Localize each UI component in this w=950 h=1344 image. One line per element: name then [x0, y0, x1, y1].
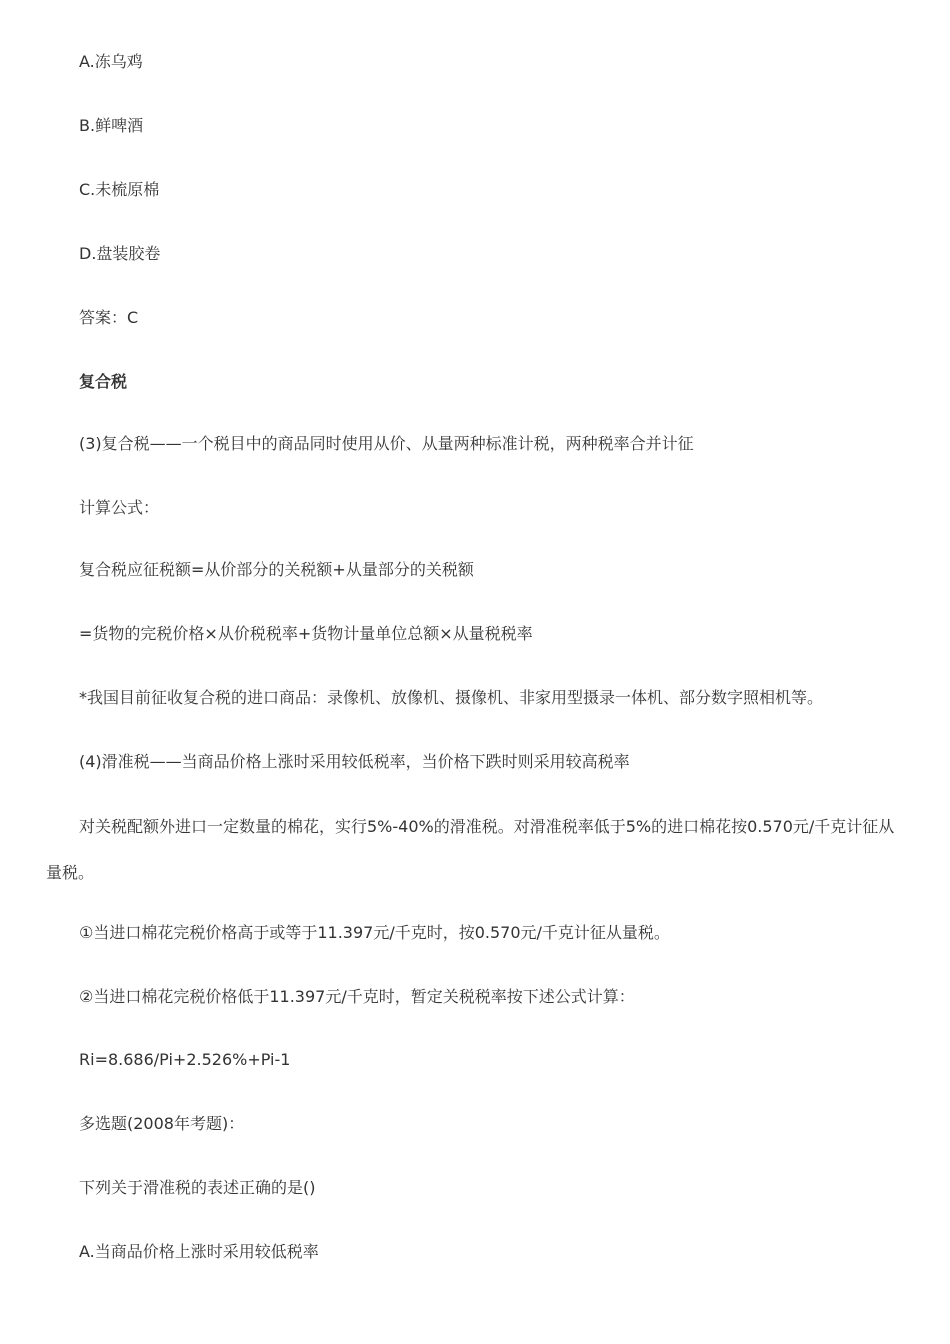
compound-tax-note: *我国目前征收复合税的进口商品：录像机、放像机、摄像机、非家用型摄录一体机、部分数字照相机等。 [79, 688, 824, 707]
cotton-rule-1: ①当进口棉花完税价格高于或等于11.397元/千克时，按0.570元/千克计征从量税。 [79, 923, 670, 942]
option-d-text: D.盘装胶卷 [79, 244, 161, 263]
sliding-formula: Ri=8.686/Pi+2.526%+Pi-1 [79, 1050, 291, 1069]
formula-line-1: 复合税应征税额=从价部分的关税额+从量部分的关税额 [79, 560, 474, 579]
compound-tax-definition: (3)复合税——一个税目中的商品同时使用从价、从量两种标准计税，两种税率合并计征 [79, 434, 694, 453]
option-b-text: B.鲜啤酒 [79, 116, 144, 135]
answer-text: 答案：C [79, 308, 139, 327]
sliding-tax-definition: (4)滑准税——当商品价格上涨时采用较低税率，当价格下跌时则采用较高税率 [79, 752, 630, 771]
section-heading: 复合税 [79, 372, 128, 391]
option-c-text: C.未梳原棉 [79, 180, 160, 199]
cotton-rule-2: ②当进口棉花完税价格低于11.397元/千克时，暂定关税税率按下述公式计算： [79, 987, 635, 1006]
cotton-sliding-tax-paragraph: 对关税配额外进口一定数量的棉花，实行5%-40%的滑准税。对滑准税率低于5%的进口棉花按0.570元/千克计征从量税。 [46, 817, 895, 882]
option-a-text: A.冻乌鸡 [79, 52, 143, 71]
question-type: 多选题(2008年考题)： [79, 1114, 245, 1133]
formula-label: 计算公式： [79, 498, 160, 517]
formula-line-2: =货物的完税价格×从价税税率+货物计量单位总额×从量税税率 [79, 624, 533, 643]
question-stem: 下列关于滑准税的表述正确的是() [79, 1178, 316, 1197]
question-option-a: A.当商品价格上涨时采用较低税率 [79, 1242, 319, 1261]
